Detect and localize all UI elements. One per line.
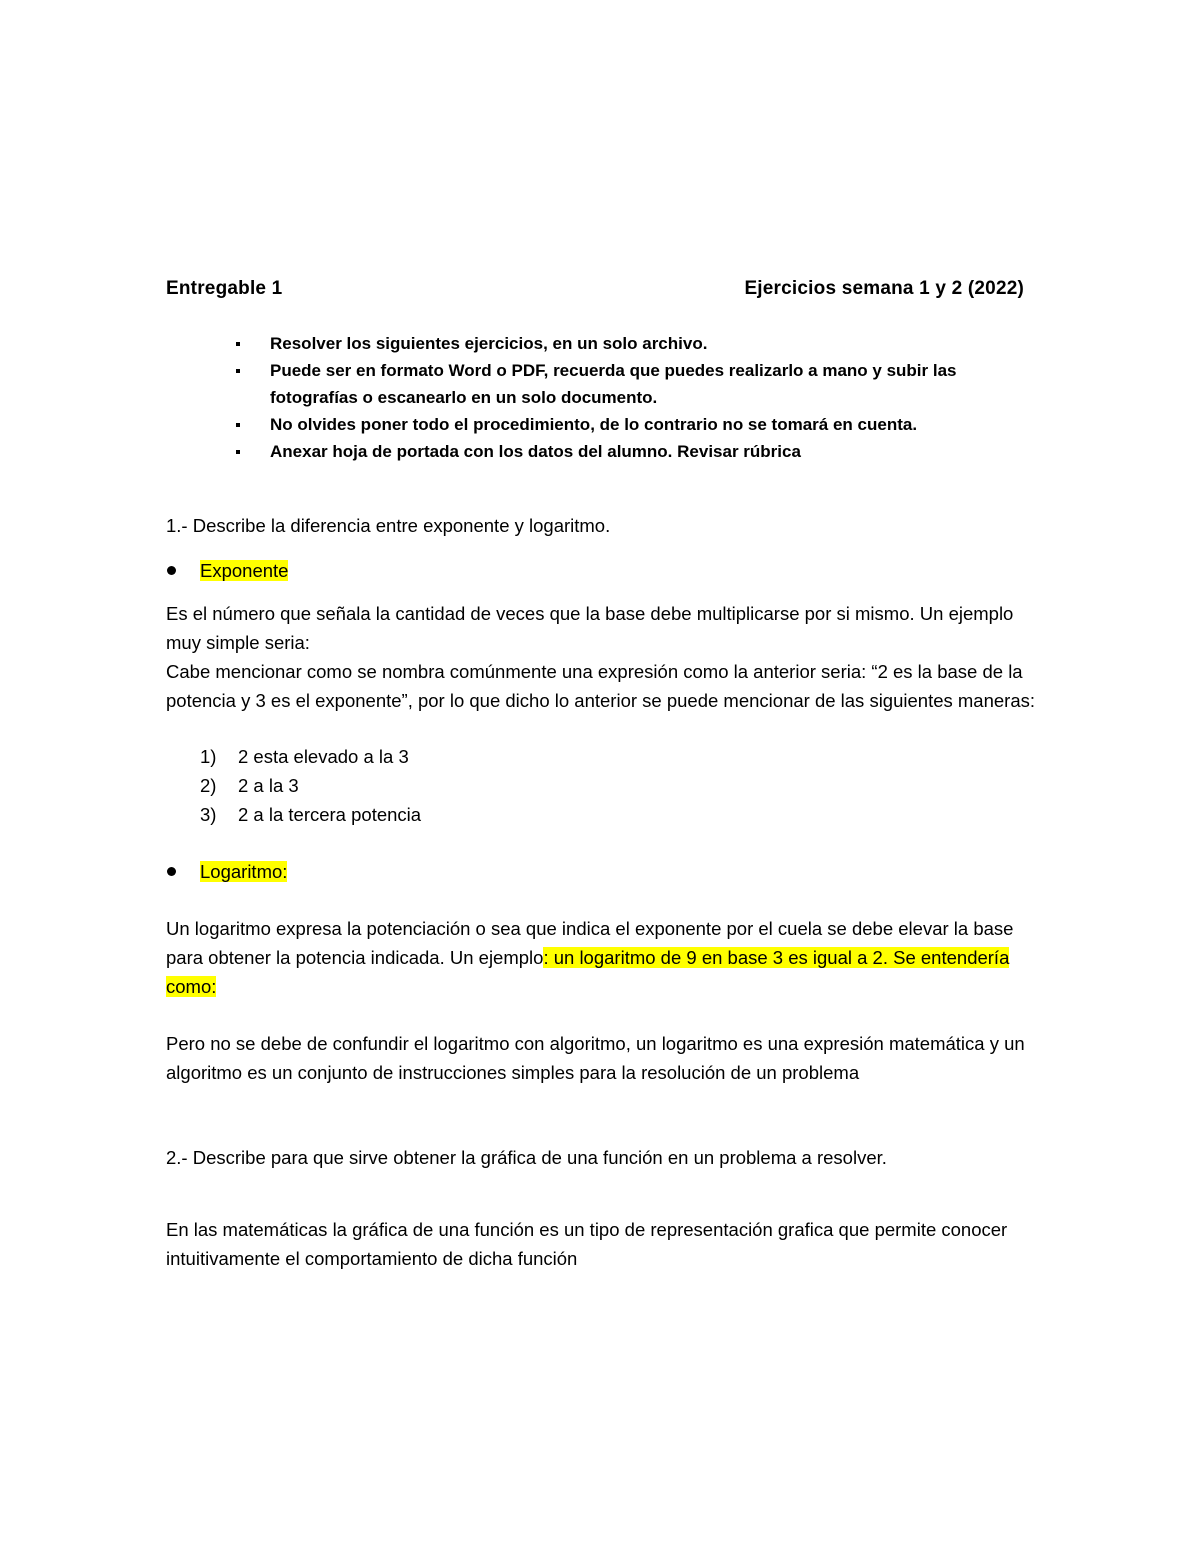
question-2: 2.- Describe para que sirve obtener la gráfica de una función en un problema a resolver. (166, 1147, 887, 1168)
exponente-paragraph-1: Es el número que señala la cantidad de veces que la base debe multiplicarse por si mismo. Un ejemplo muy simple seria: (166, 603, 1014, 653)
square-bullet-icon (236, 369, 240, 373)
question-1: 1.- Describe la diferencia entre exponente y logaritmo. (166, 515, 611, 536)
instruction-item: Puede ser en formato Word o PDF, recuerda que puedes realizarlo a mano y subir las fotografías o escanearlo en un solo documento. (166, 357, 1046, 411)
instruction-item: Resolver los siguientes ejercicios, en un solo archivo. (166, 330, 1046, 357)
question-2-answer: En las matemáticas la gráfica de una función es un tipo de representación grafica que permite conocer intuitivamente el comportamiento de dicha función (166, 1219, 1008, 1269)
header-title: Entregable 1 (166, 278, 283, 299)
square-bullet-icon (236, 450, 240, 454)
square-bullet-icon (236, 423, 240, 427)
highlighted-example: : un logaritmo de 9 en base 3 es igual a 2. Se entendería como: (166, 947, 1010, 997)
instruction-item: Anexar hoja de portada con los datos del alumno. Revisar rúbrica (166, 438, 1046, 465)
list-item: 3) 2 a la tercera potencia (200, 804, 422, 825)
square-bullet-icon (236, 342, 240, 346)
header-subtitle: Ejercicios semana 1 y 2 (2022) (744, 278, 1024, 299)
instruction-item: No olvides poner todo el procedimiento, de lo contrario no se tomará en cuenta. (166, 411, 1046, 438)
instructions-list (166, 330, 1046, 465)
exponente-paragraph-2: Cabe mencionar como se nombra comúnmente una expresión como la anterior seria: “2 es la base de la potencia y 3 es el exponente”, por lo que dicho lo anterior se puede mencionar de las siguientes maneras: (166, 661, 1036, 711)
exponente-numbered-list (166, 742, 421, 829)
logaritmo-paragraph-1: Un logaritmo expresa la potenciación o sea que indica el exponente por el cuela se debe elevar la base para obtener la potencia indicada. Un ejemplo: un logaritmo de 9 en base 3 es igual a 2. Se entendería como: (166, 918, 1014, 997)
list-item: 2) 2 a la 3 (200, 775, 299, 796)
document-page: Entregable 1 Ejercicios semana 1 y 2 (2022) Resolver los siguientes ejercicios, en un solo archivo. Puede ser en formato Word o PDF, recuerda que puedes realizarlo a mano y subir las fotografías o escanearlo en un solo documento. No olvides poner todo el procedimiento, de lo contrario no se tomará en cuenta. Anexar hoja de portada con los datos del alumno. Revisar rúbrica 1.- Describe la diferencia entre exponente y logaritmo. Exponente Es el número que señala la cantidad de veces que la base debe multiplicarse por si mismo. Un ejemplo muy simple seria: Cabe mencionar como se nombra comúnmente una expresión como la anterior seria: “2 es la base de la potencia y 3 es el exponente”, por lo que dicho lo anterior se puede mencionar de las siguientes maneras: 1) 2 esta elevado a la 3 2) 2 a la 3 3) 2 a la tercera potencia Logaritmo: Un logaritmo expresa la potenciación o sea que indica el exponente por el cuela se debe elevar la base para obtener la potencia indicada. Un ejemplo: un logaritmo de 9 en base 3 es igual a 2. Se entendería como: Pero no se debe de confundir el logaritmo con algoritmo, un logaritmo es una expresión matemática y un algoritmo es un conjunto de instrucciones simples para la resolución de un problema 2.- Describe para que sirve obtener la gráfica de una función en un problema a resolver. En las matemáticas la gráfica de una función es un tipo de representación grafica que permite conocer intuitivamente el comportamiento de dicha función (0, 0, 1200, 1553)
list-item: 1) 2 esta elevado a la 3 (200, 746, 409, 767)
logaritmo-paragraph-2: Pero no se debe de confundir el logaritmo con algoritmo, un logaritmo es una expresión matemática y un algoritmo es un conjunto de instrucciones simples para la resolución de un problema (166, 1033, 1025, 1083)
